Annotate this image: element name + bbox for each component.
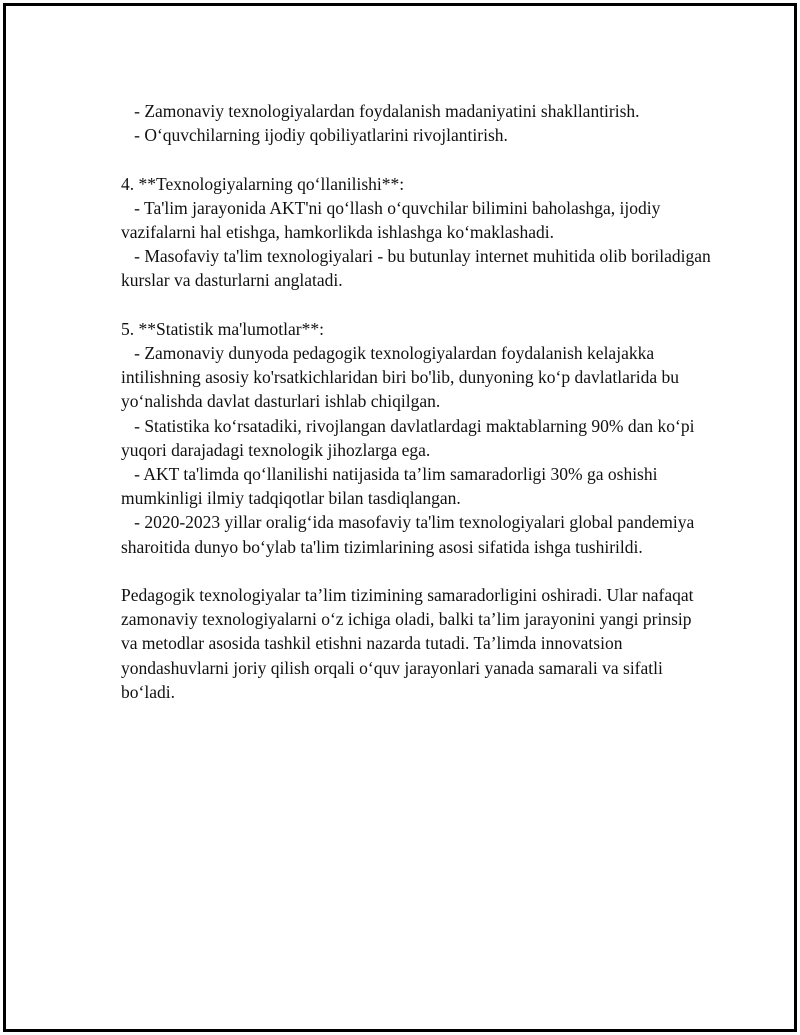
paragraph-gap [121, 559, 711, 583]
paragraph-gap [121, 293, 711, 317]
section-4-item: - Masofaviy ta'lim texnologiyalari - bu butunlay internet muhitida olib boriladigan kurslar va dasturlarni anglatadi. [121, 246, 716, 291]
conclusion-paragraph: Pedagogik texnologiyalar ta’lim tizimining samaradorligini oshiradi. Ular nafaqat zamonaviy texnologiyalarni o‘z ichiga oladi, balki ta’lim jarayonini yangi prinsip va metodlar asosida tashkil etishni nazarda tutadi. Ta’limda innovatsion yondashuvlarni joriy qilish orqali o‘quv jarayonlari yanada samarali va sifatli bo‘ladi. [121, 585, 698, 702]
section-5-heading: 5. **Statistik ma'lumotlar**: [121, 318, 324, 339]
intro-item: - O‘quvchilarning ijodiy qobiliyatlarini rivojlantirish. [121, 125, 508, 146]
paragraph-gap [121, 147, 711, 171]
section-5-item: - AKT ta'limda qo‘llanilishi natijasida ta’lim samaradorligi 30% ga oshishi mumkinligi ilmiy tadqiqotlar bilan tasdiqlangan. [121, 464, 662, 509]
document-body [121, 99, 716, 704]
page-frame [3, 3, 797, 1032]
section-5-item: - Zamonaviy dunyoda pedagogik texnologiyalardan foydalanish kelajakka intilishning asosiy ko'rsatkichlaridan biri bo'lib, dunyoning ko‘p davlatlarida bu yo‘nalishda davlat dasturlari ishlab chiqilgan. [121, 343, 684, 412]
section-5-item: - 2020-2023 yillar oralig‘ida masofaviy ta'lim texnologiyalari global pandemiya sharoitida dunyo bo‘ylab ta'lim tizimlarining asosi sifatida ishga tushirildi. [121, 512, 699, 557]
section-5-item: - Statistika ko‘rsatadiki, rivojlangan davlatlardagi maktablarning 90% dan ko‘pi yuqori darajadagi texnologik jihozlarga ega. [121, 415, 699, 460]
section-4-heading: 4. **Texnologiyalarning qo‘llanilishi**: [121, 173, 405, 194]
section-4-item: - Ta'lim jarayonida AKT'ni qo‘llash o‘quvchilar bilimini baholashga, ijodiy vazifalarni hal etishga, hamkorlikda ishlashga ko‘maklashadi. [121, 197, 665, 242]
intro-item: - Zamonaviy texnologiyalardan foydalanish madaniyatini shakllantirish. [121, 101, 640, 121]
